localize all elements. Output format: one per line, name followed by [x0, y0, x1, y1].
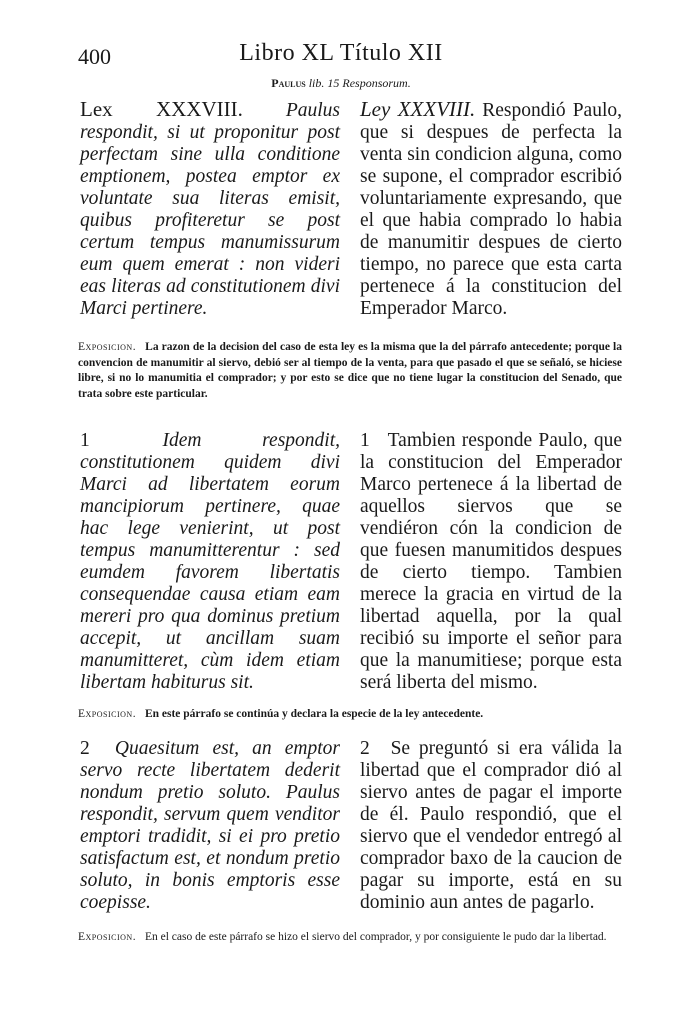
exposicion-1: [78, 340, 622, 402]
lex38-spanish: [360, 98, 622, 320]
para2-latin: [80, 738, 340, 914]
para2-latin-text: Quaesitum est, an emptor servo recte libertatem dederit nondum pretio soluto. Paulus respondit, servum quem venditor emptori tradidit, si ei pro pretio satisfactum est, et nondum pretio soluto, in bonis emptoris esse coepisse.: [80, 738, 341, 913]
exposicion-3: [78, 930, 622, 946]
para1-latin-text: Idem respondit, constitutionem quidem divi Marci ad libertatem eorum mancipiorum pertinere, quae hac lege venierint, ut post tempus manumitterentur : sed eumdem favorem libertatis consequendae causa etiam eam mereri pro qua dominus pretium accepit, ut ancillam suam manumitteret, cùm idem etiam libertam habiturus sit.: [80, 430, 340, 693]
para2-spanish: [360, 738, 622, 914]
exposicion-2-label: Exposicion.: [78, 708, 137, 720]
page-number: 400: [78, 44, 111, 69]
para1-latin: [80, 430, 340, 694]
exposicion-3-label: Exposicion.: [78, 931, 137, 943]
lex38-latin-label: Lex XXXVIII.: [80, 97, 243, 121]
para1-spanish-number: 1: [360, 430, 370, 451]
para1-spanish: [360, 430, 622, 694]
source-line: [0, 76, 682, 91]
source-reference: lib. 15 Responsorum.: [308, 76, 411, 90]
running-head: Libro XL Título XII: [239, 40, 443, 66]
exposicion-1-label: Exposicion.: [78, 341, 137, 353]
lex38-latin: [80, 98, 340, 320]
exposicion-2: [78, 707, 622, 723]
lex38-latin-text: Paulus respondit, si ut proponitur post perfectam sine ulla conditione emptionem, postea emptor ex voluntate sua literas emisit, quibus profiteretur se post certum tempus manumissurum eum quem emerat : non videri eas literas ad constitutionem divi Marci pertinere.: [80, 100, 340, 319]
exposicion-3-text: En el caso de este párrafo se hizo el siervo del comprador, y por consiguiente le pudo dar la libertad.: [144, 931, 607, 943]
para1-spanish-text: Tambien responde Paulo, que la constitucion del Emperador Marco pertenece á la libertad de aquellos siervos que se vendiéron cón la condicion de que fuesen manumitidos despues de cierto tiempo. Tambien merece la gracia en virtud de la libertad aquella, por la qual recibió su importe el señor para que la manumitiese; porque esta será liberta del mismo.: [360, 430, 622, 693]
para2-spanish-text: Se preguntó si era válida la libertad que el comprador dió al siervo antes de pagar el importe de él. Paulo respondió, que el siervo que el vendedor entregó al comprador baxo de la caucion de pagar su importe, está en su dominio aun antes de pagarlo.: [360, 738, 622, 913]
lex38-spanish-text: Respondió Paulo, que si despues de perfecta la venta sin condicion alguna, como se supone, el comprador escribió voluntariamente expresando, que el que habia comprado lo habia de manumitir despues de cierto tiempo, no parece que esta carta pertenece á la constitucion del Emperador Marco.: [360, 100, 622, 319]
lex38-spanish-label: Ley XXXVIII.: [360, 97, 476, 121]
para1-latin-number: 1: [80, 430, 90, 451]
exposicion-1-text: La razon de la decision del caso de esta ley es la misma que la del párrafo antecedente; porque la convencion de manumitir al siervo, debió ser al tiempo de la venta, para que pasado el que se señaló, se hiciese libre, si no lo manumitia el comprador; y por esto se dice que no tiene lugar la constitucion del Senado, que trata sobre este particular.: [78, 341, 622, 400]
para2-latin-number: 2: [80, 738, 90, 759]
source-author: Paulus: [271, 76, 306, 90]
exposicion-2-text: En este párrafo se continúa y declara la especie de la ley antecedente.: [144, 708, 484, 720]
para2-spanish-number: 2: [360, 738, 370, 759]
